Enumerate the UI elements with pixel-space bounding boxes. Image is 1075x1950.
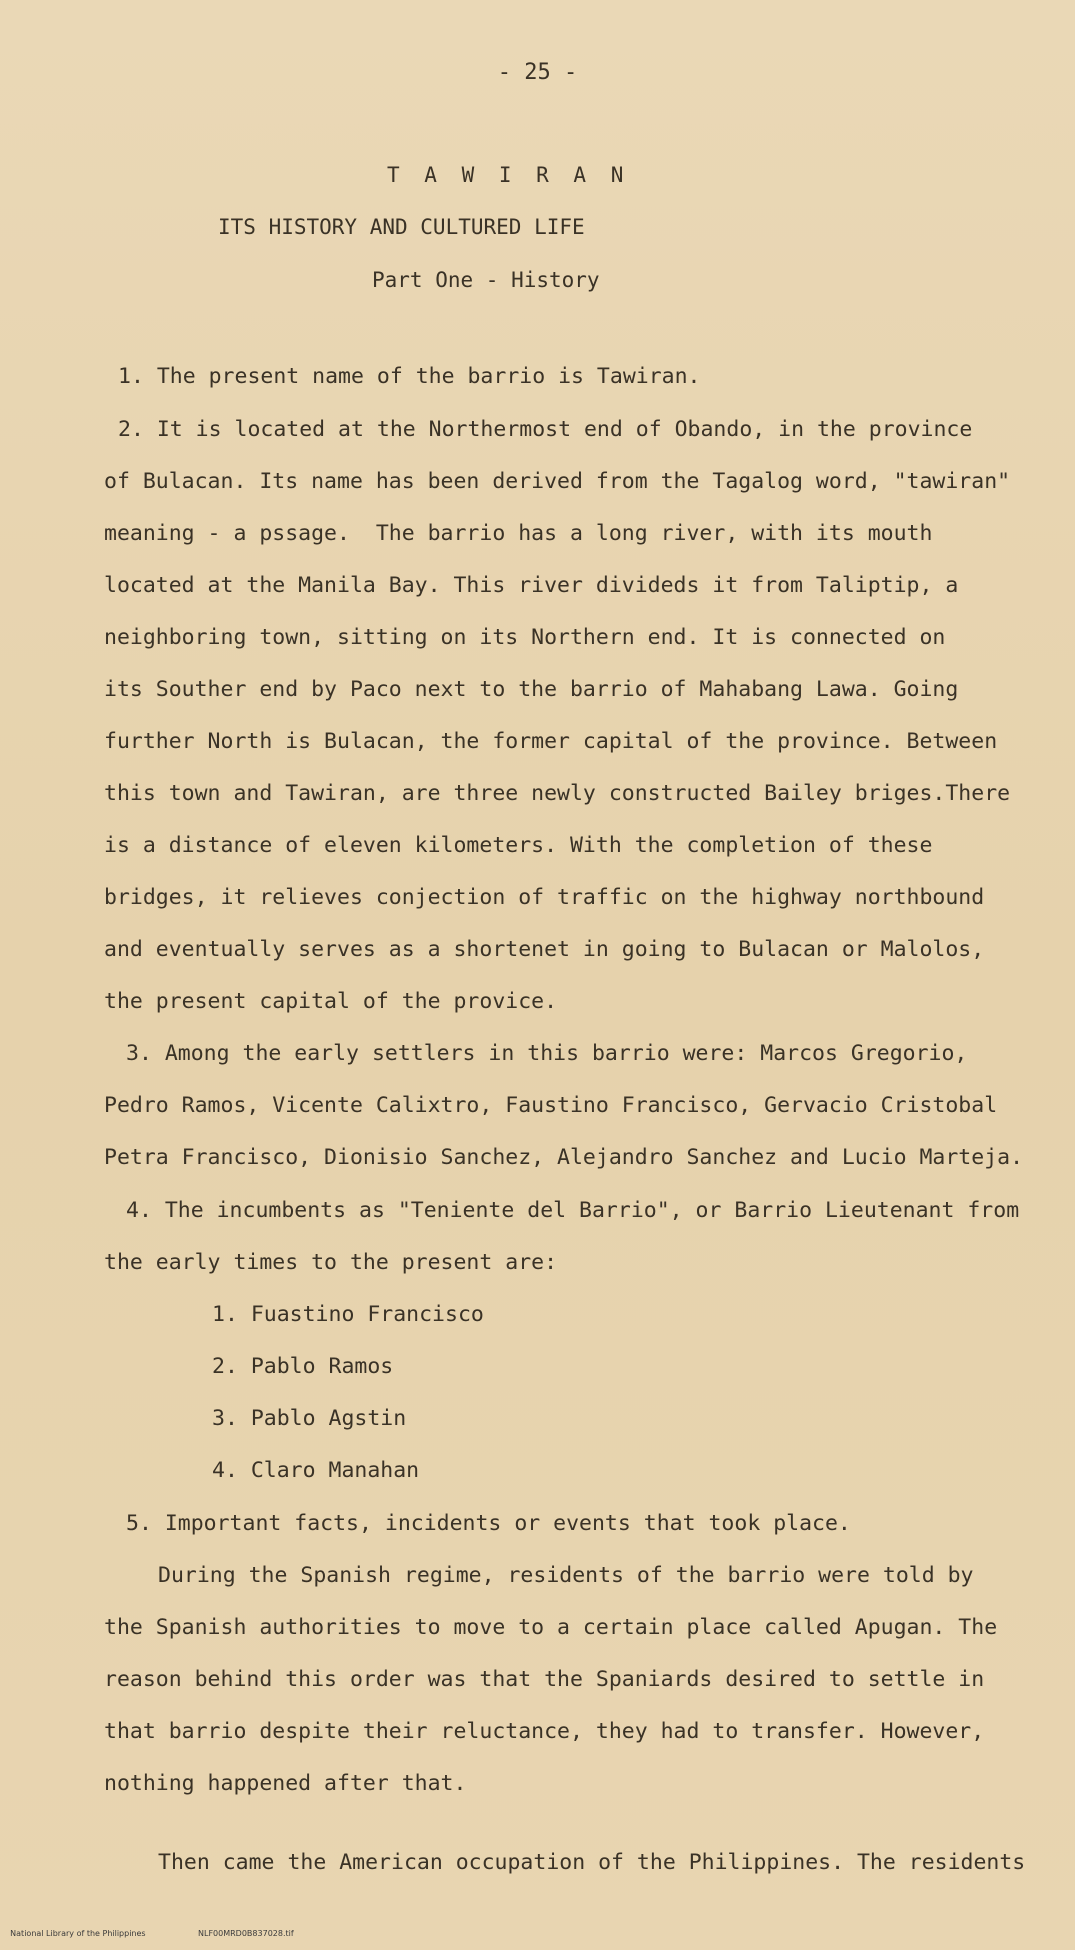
list-item: 3. Pablo Agstin <box>212 1406 407 1431</box>
document-subtitle: ITS HISTORY AND CULTURED LIFE <box>218 215 585 239</box>
text-line: neighboring town, sitting on its Northern end. It is connected on <box>104 625 946 650</box>
text-line: this town and Tawiran, are three newly constructed Bailey briges.There <box>104 781 1011 806</box>
footer-filename: NLF00MRD0B837028.tif <box>198 1929 294 1938</box>
footer-source: National Library of the Philippines <box>10 1929 146 1938</box>
document-title: T A W I R A N <box>387 163 630 187</box>
text-line: 3. Among the early settlers in this barrio were: Marcos Gregorio, <box>126 1041 968 1066</box>
text-line: During the Spanish regime, residents of the barrio were told by <box>158 1563 974 1588</box>
text-line: that barrio despite their reluctance, they had to transfer. However, <box>104 1719 985 1744</box>
text-line: the present capital of the provice. <box>104 989 558 1014</box>
text-line: Then came the American occupation of the Philippines. The residents <box>158 1850 1026 1875</box>
text-line: meaning - a pssage. The barrio has a long river, with its mouth <box>104 521 933 546</box>
page-number: - 25 - <box>497 60 578 85</box>
list-item: 4. Claro Manahan <box>212 1458 420 1483</box>
text-line: is a distance of eleven kilometers. With the completion of these <box>104 833 933 858</box>
text-line: Petra Francisco, Dionisio Sanchez, Alejandro Sanchez and Lucio Marteja. <box>104 1145 1024 1170</box>
text-line: 4. The incumbents as "Teniente del Barrio", or Barrio Lieutenant from <box>126 1198 1020 1223</box>
text-line: 1. The present name of the barrio is Tawiran. <box>118 364 701 389</box>
text-line: the early times to the present are: <box>104 1250 558 1275</box>
text-line: bridges, it relieves conjection of traffic on the highway northbound <box>104 885 985 910</box>
section-heading: Part One - History <box>372 268 600 292</box>
text-line: further North is Bulacan, the former capital of the province. Between <box>104 729 998 754</box>
text-line: and eventually serves as a shortenet in going to Bulacan or Malolos, <box>104 937 985 962</box>
text-line: of Bulacan. Its name has been derived from the Tagalog word, "tawiran" <box>104 469 1011 494</box>
text-line: 2. It is located at the Northermost end of Obando, in the province <box>118 417 973 442</box>
list-item: 1. Fuastino Francisco <box>212 1302 484 1327</box>
text-line: 5. Important facts, incidents or events that took place. <box>126 1511 851 1536</box>
text-line: the Spanish authorities to move to a certain place called Apugan. The <box>104 1615 998 1640</box>
scan-footer <box>0 1920 294 1947</box>
text-line: its Souther end by Paco next to the barrio of Mahabang Lawa. Going <box>104 677 959 702</box>
text-line: reason behind this order was that the Spaniards desired to settle in <box>104 1667 985 1692</box>
text-line: located at the Manila Bay. This river divideds it from Taliptip, a <box>104 573 959 598</box>
text-line: nothing happened after that. <box>104 1771 467 1796</box>
text-line: Pedro Ramos, Vicente Calixtro, Faustino Francisco, Gervacio Cristobal <box>104 1093 998 1118</box>
list-item: 2. Pablo Ramos <box>212 1354 394 1379</box>
